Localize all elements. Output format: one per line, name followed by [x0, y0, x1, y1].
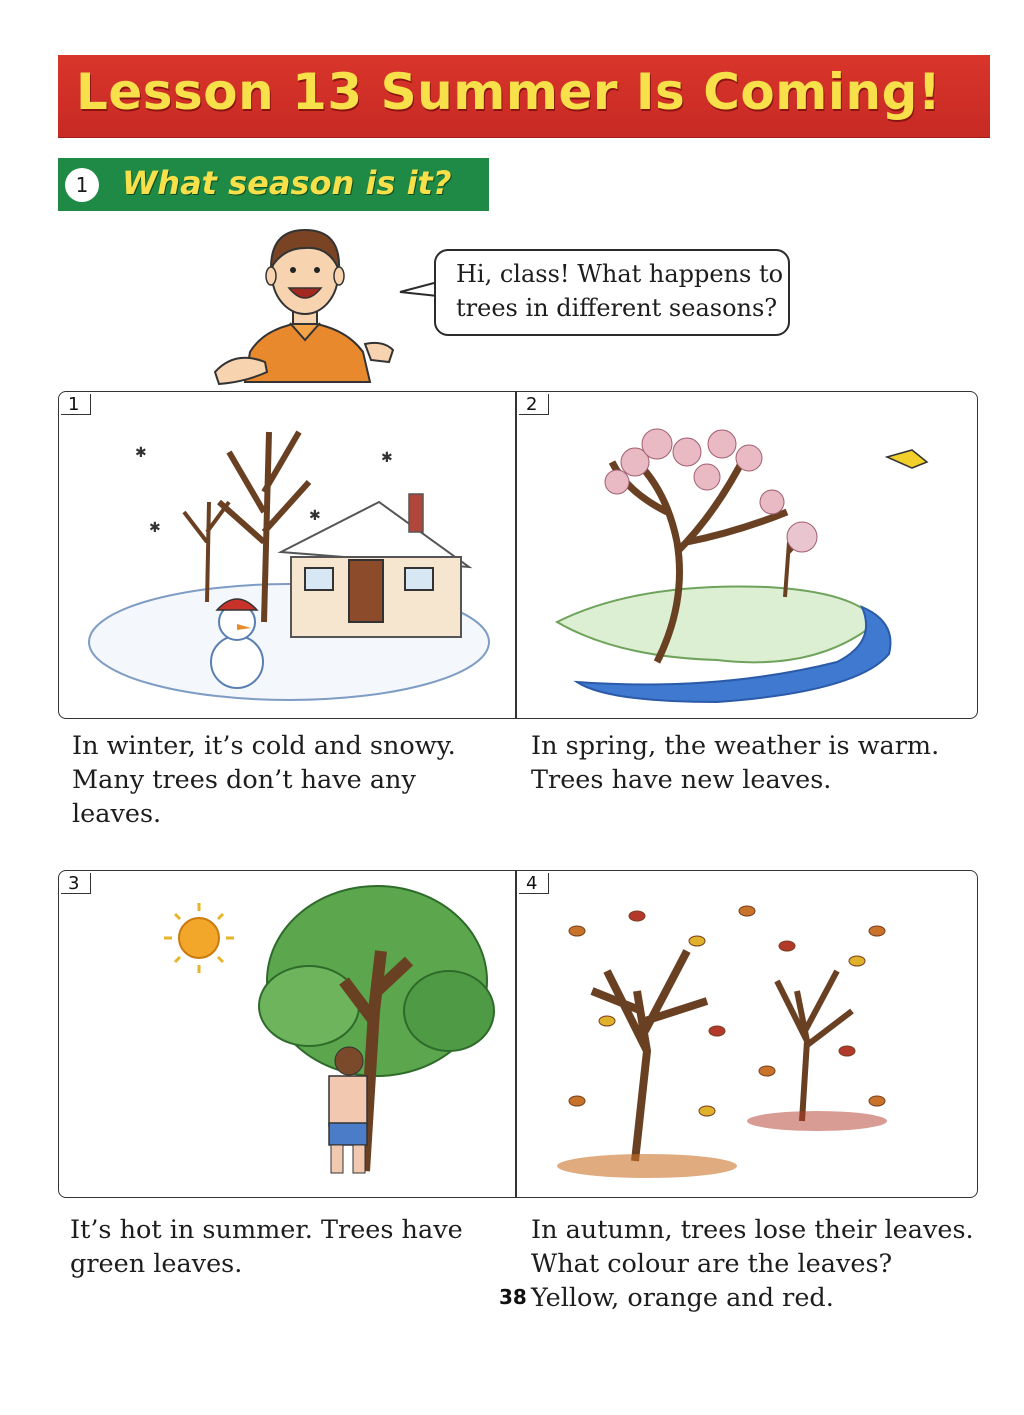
panel-winter	[59, 392, 515, 718]
picture-grid-top	[58, 391, 978, 719]
page-number: 38	[499, 1285, 527, 1309]
svg-text:✱: ✱	[135, 445, 147, 461]
svg-text:✱: ✱	[381, 450, 393, 466]
section-title: What season is it?	[122, 164, 452, 202]
svg-text:✱: ✱	[149, 520, 161, 536]
panel-number-2: 2	[519, 394, 549, 415]
winter-scene-illustration	[59, 392, 515, 718]
caption-winter: In winter, it’s cold and snowy. Many trees don’t have any leaves.	[72, 731, 456, 829]
panel-number-4: 4	[519, 873, 549, 894]
panel-spring	[517, 392, 973, 718]
panel-number-3: 3	[61, 873, 91, 894]
section-number: 1	[65, 168, 99, 202]
panel-summer	[59, 871, 515, 1197]
picture-grid-bottom	[58, 870, 978, 1198]
panel-autumn	[517, 871, 973, 1197]
autumn-scene-illustration	[517, 871, 973, 1197]
teacher-illustration	[205, 222, 405, 387]
lesson-banner	[58, 55, 990, 137]
spring-scene-illustration	[517, 392, 973, 718]
caption-autumn: In autumn, trees lose their leaves. What colour are the leaves? Yellow, orange and red.	[531, 1215, 974, 1313]
caption-spring: In spring, the weather is warm. Trees have new leaves.	[531, 731, 940, 795]
svg-text:✱: ✱	[309, 508, 321, 524]
panel-number-1: 1	[61, 394, 91, 415]
summer-scene-illustration	[59, 871, 515, 1197]
caption-summer: It’s hot in summer. Trees have green leaves.	[70, 1215, 463, 1279]
section-heading	[58, 158, 489, 211]
speech-text: Hi, class! What happens to trees in different seasons?	[456, 260, 784, 322]
lesson-title: Lesson 13 Summer Is Coming!	[76, 63, 942, 121]
speech-bubble	[434, 249, 790, 336]
speech-bubble-tail	[398, 280, 438, 300]
